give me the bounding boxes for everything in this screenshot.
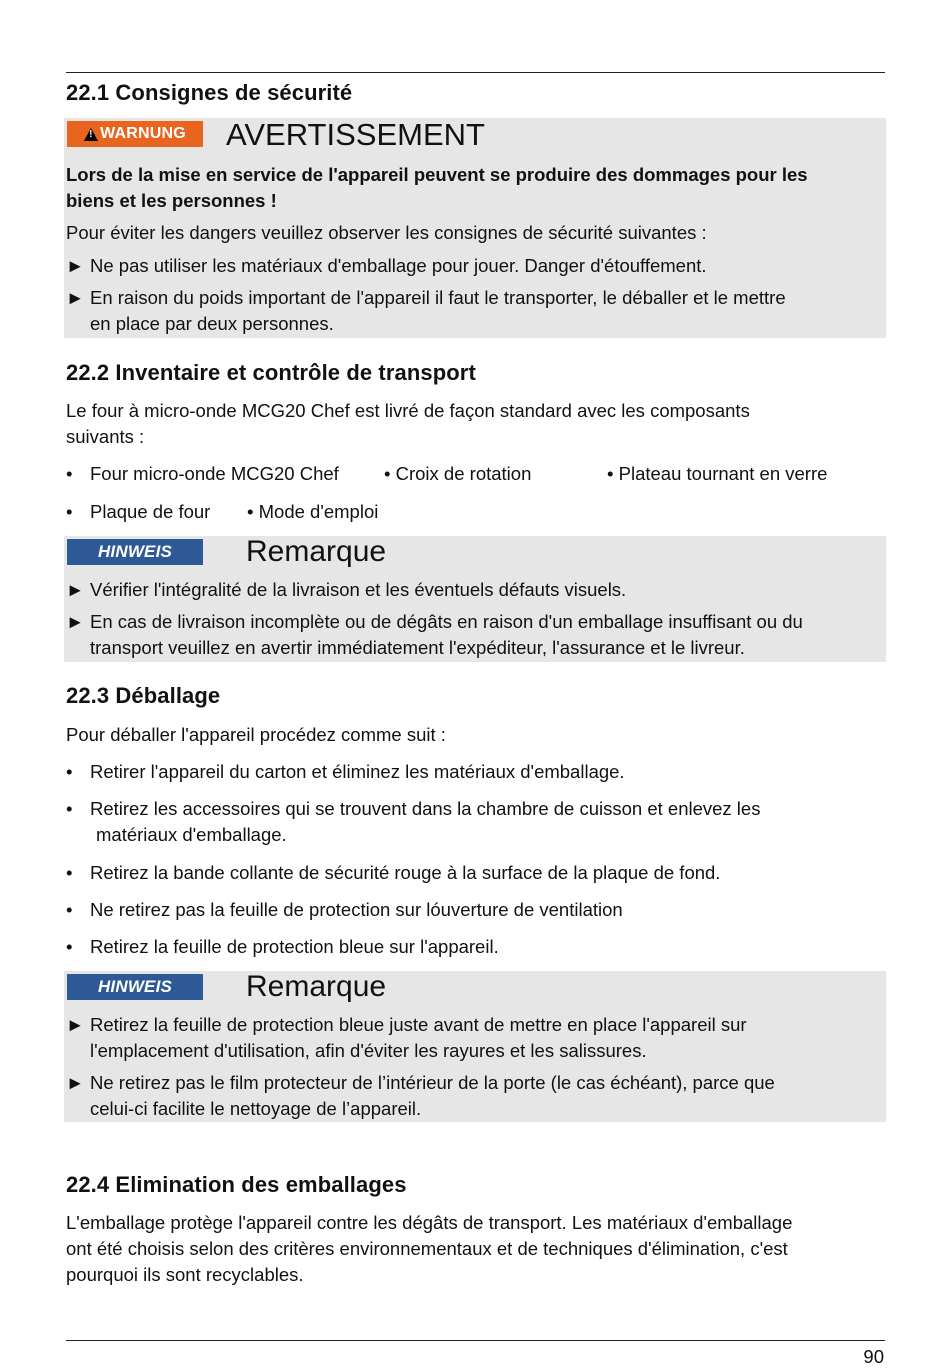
paragraph: Le four à micro-onde MCG20 Chef est livré de façon standard avec les composants xyxy=(66,400,750,421)
bottom-rule xyxy=(66,1340,885,1341)
note-item-cont: celui-ci facilite le nettoyage de l’appareil. xyxy=(90,1098,422,1119)
arrow-icon: ► xyxy=(66,287,85,308)
list-item-cont: matériaux d'emballage. xyxy=(96,824,287,845)
paragraph: ont été choisis selon des critères environnementaux et de techniques d'élimination, c'est xyxy=(66,1238,788,1259)
list-item: • Retirez la feuille de protection bleue sur l'appareil. xyxy=(66,936,499,957)
paragraph: Pour déballer l'appareil procédez comme suit : xyxy=(66,724,446,745)
warning-badge: ! WARNUNG xyxy=(67,121,203,147)
note-item: ► En cas de livraison incomplète ou de dégâts en raison d'un emballage insuffisant ou du xyxy=(66,609,884,635)
list-item: • Four micro-onde MCG20 Chef xyxy=(66,463,339,484)
note-item: ► Vérifier l'intégralité de la livraison et les éventuels défauts visuels. xyxy=(66,577,884,603)
section-title-22-2: 22.2 Inventaire et contrôle de transport xyxy=(66,360,476,385)
paragraph: L'emballage protège l'appareil contre les dégâts de transport. Les matériaux d'emballage xyxy=(66,1212,793,1233)
warning-bold-line: biens et les personnes ! xyxy=(66,190,277,211)
note-item-cont: transport veuillez en avertir immédiatement l'expéditeur, l'assurance et le livreur. xyxy=(90,637,745,658)
warning-intro: Pour éviter les dangers veuillez observer les consignes de sécurité suivantes : xyxy=(66,222,707,243)
list-item: • Mode d'emploi xyxy=(247,501,379,522)
section-title-22-3: 22.3 Déballage xyxy=(66,683,221,708)
warning-bold-line: Lors de la mise en service de l'appareil peuvent se produire des dommages pour les xyxy=(66,164,808,185)
list-item: • Retirez les accessoires qui se trouvent dans la chambre de cuisson et enlevez les xyxy=(66,798,761,819)
warning-triangle-icon xyxy=(84,128,98,141)
note-badge: HINWEIS xyxy=(67,539,203,565)
arrow-icon: ► xyxy=(66,611,85,632)
arrow-icon: ► xyxy=(66,1014,85,1035)
warning-box xyxy=(64,118,886,338)
list-item: • Plateau tournant en verre xyxy=(607,463,828,484)
paragraph: suivants : xyxy=(66,426,145,447)
note-title: Remarque xyxy=(246,535,387,568)
note-box xyxy=(64,971,886,1122)
note-title: Remarque xyxy=(246,970,387,1003)
list-item: • Plaque de four xyxy=(66,501,211,522)
warning-item: ► Ne pas utiliser les matériaux d'emballage pour jouer. Danger d'étouffement. xyxy=(66,253,884,279)
arrow-icon: ► xyxy=(66,1072,85,1093)
arrow-icon: ► xyxy=(66,255,85,276)
note-badge: HINWEIS xyxy=(67,974,203,1000)
note-box xyxy=(64,536,886,662)
paragraph: pourquoi ils sont recyclables. xyxy=(66,1264,304,1285)
list-item: • Ne retirez pas la feuille de protection sur lóuverture de ventilation xyxy=(66,899,623,920)
list-item: • Retirer l'appareil du carton et éliminez les matériaux d'emballage. xyxy=(66,761,625,782)
page-number: 90 xyxy=(863,1346,884,1367)
section-title-22-1: 22.1 Consignes de sécurité xyxy=(66,80,353,105)
warning-item-cont: en place par deux personnes. xyxy=(90,313,334,334)
warning-title: AVERTISSEMENT xyxy=(226,117,485,152)
note-item-cont: l'emplacement d'utilisation, afin d'éviter les rayures et les salissures. xyxy=(90,1040,647,1061)
arrow-icon: ► xyxy=(66,579,85,600)
note-item: ► Retirez la feuille de protection bleue juste avant de mettre en place l'appareil sur xyxy=(66,1012,884,1038)
list-item: • Croix de rotation xyxy=(384,463,532,484)
note-item: ► Ne retirez pas le film protecteur de l’intérieur de la porte (le cas échéant), parce que xyxy=(66,1070,884,1096)
warning-item: ► En raison du poids important de l'appareil il faut le transporter, le déballer et le mettre xyxy=(66,285,884,311)
section-title-22-4: 22.4 Elimination des emballages xyxy=(66,1172,407,1197)
top-rule xyxy=(66,72,885,73)
list-item: • Retirez la bande collante de sécurité rouge à la surface de la plaque de fond. xyxy=(66,862,721,883)
